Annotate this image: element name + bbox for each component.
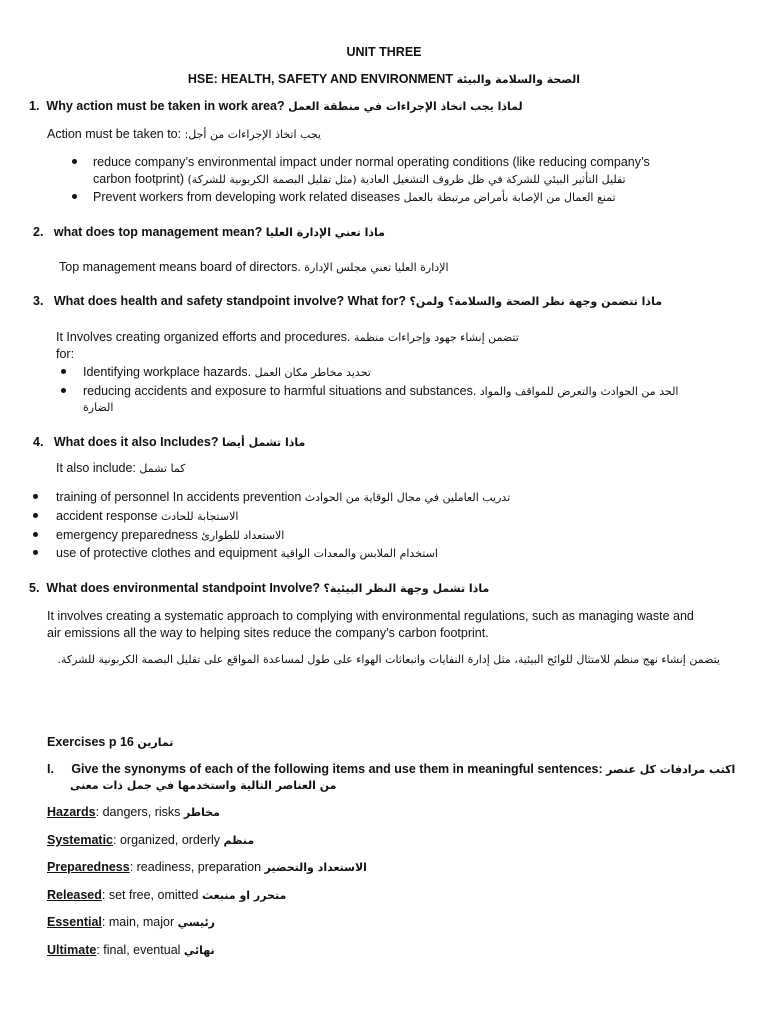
vocab-definition: main, major (108, 915, 175, 929)
exercise-i-number: I. (47, 762, 54, 776)
q4-bullet-2-en: accident response (56, 509, 158, 523)
vocab-arabic: رئيسي (177, 916, 215, 929)
subtitle-ar: الصحة والسلامة والبيئة (456, 73, 581, 86)
q4-bullet-4 (56, 545, 438, 562)
unit-title: UNIT THREE (346, 45, 422, 59)
q4-bullet-2-ar: الاستجابة للحادث (160, 510, 239, 523)
exercise-i-heading (47, 761, 735, 778)
q2-answer (59, 259, 449, 276)
q2-text-ar: ماذا تعني الإدارة العليا (265, 226, 385, 239)
vocab-item-hazards: Hazards: dangers, risks مخاطر (47, 805, 220, 819)
vocab-term: Hazards (47, 805, 96, 819)
q3-bullet-1 (83, 364, 371, 381)
q4-bullet-2 (56, 508, 238, 525)
vocab-arabic: منظم (223, 834, 255, 847)
vocab-arabic: نهائي (183, 944, 215, 957)
q2-answer-en: Top management means board of directors. (59, 260, 301, 274)
q5-heading (29, 580, 489, 597)
bullet-dot (33, 494, 38, 499)
q1-bullet-2-ar: تمنع العمال من الإصابة بأمراض مرتبطة بالعمل (403, 191, 616, 204)
q4-number: 4. (33, 435, 44, 449)
q3-for-label: for: (56, 347, 75, 361)
exercise-i-text: Give the synonyms of each of the following items and use them in meaningful sentences: (71, 762, 603, 776)
vocab-item-systematic: Systematic: organized, orderly منظم (47, 833, 255, 847)
vocab-term: Essential (47, 915, 102, 929)
subtitle-en: HSE: HEALTH, SAFETY AND ENVIRONMENT (187, 72, 453, 86)
q4-text: What does it also Includes? (53, 435, 219, 449)
bullet-dot (33, 550, 38, 555)
q1-intro-ar: يجب اتخاذ الإجراءات من أجل: (184, 128, 322, 141)
q3-answer-ar: تتضمن إنشاء جهود وإجراءات منظمة (353, 331, 519, 344)
q3-text: What does health and safety standpoint involve? What for? (53, 294, 406, 308)
q2-answer-ar: الإدارة العليا تعني مجلس الإدارة (304, 261, 449, 274)
q2-number: 2. (33, 225, 44, 239)
q4-bullet-4-ar: استخدام الملابس والمعدات الواقية (280, 547, 438, 560)
q1-intro-en: Action must be taken to: (47, 127, 182, 141)
q4-answer (56, 460, 185, 477)
vocab-arabic: الاستعداد والتحضير (264, 861, 367, 874)
exercises-heading-en: Exercises p 16 (47, 735, 134, 749)
q4-answer-en: It also include: (56, 461, 136, 475)
bullet-dot (33, 532, 38, 537)
q3-bullet-2-ar: الحد من الحوادث والتعرض للمواقف والمواد (479, 385, 679, 398)
q1-bullet-1-ar: تقليل التأثير البيئي للشركة في ظل ظروف التشغيل العادية (مثل تقليل البصمة الكربونية للشركة) (187, 173, 626, 186)
q3-number: 3. (33, 294, 44, 308)
q1-bullet-2 (93, 189, 616, 206)
bullet-dot (61, 388, 66, 393)
bullet-dot (72, 159, 77, 164)
q3-text-ar: ماذا تتضمن وجهة نظر الصحة والسلامة؟ ولمن؟ (409, 295, 663, 308)
exercise-i-text-ar-cont: من العناصر التالية واستخدمها في جمل ذات معنى (70, 779, 337, 792)
vocab-arabic: مخاطر (183, 806, 220, 819)
q3-bullet-1-ar: تحديد مخاطر مكان العمل (254, 366, 371, 379)
q1-text-ar: لماذا يجب اتخاذ الإجراءات في منطقة العمل (288, 100, 523, 113)
q1-heading (29, 98, 523, 115)
q5-text-ar: ماذا تشمل وجهة النظر البيئية؟ (323, 582, 490, 595)
vocab-arabic: متحرر او منبعث (201, 889, 287, 902)
unit-subtitle (0, 71, 768, 88)
exercises-heading (47, 734, 173, 751)
vocab-definition: final, eventual (103, 943, 181, 957)
q4-bullet-4-en: use of protective clothes and equipment (56, 546, 277, 560)
q1-intro (47, 126, 321, 143)
q1-bullet-1-line1: reduce company’s environmental impact under normal operating conditions (like reducing company’s (93, 155, 650, 169)
q3-bullet-1-en: Identifying workplace hazards. (83, 365, 252, 379)
q5-paragraph-line2: air emissions all the way to helping sites reduce the company’s carbon footprint. (47, 626, 489, 640)
q1-text: Why action must be taken in work area? (46, 99, 285, 113)
vocab-term: Ultimate (47, 943, 97, 957)
q2-heading (33, 224, 385, 241)
q3-bullet-2 (83, 383, 678, 400)
q4-bullet-3-ar: الاستعداد للطوارئ (201, 529, 285, 542)
vocab-definition: readiness, preparation (136, 860, 262, 874)
bullet-dot (61, 369, 66, 374)
q3-heading (33, 293, 662, 310)
q4-bullet-1-en: training of personnel In accidents prevention (56, 490, 302, 504)
vocab-definition: organized, orderly (119, 833, 221, 847)
q1-bullet-1-line2 (93, 171, 626, 188)
q1-number: 1. (29, 99, 40, 113)
vocab-item-released: Released: set free, omitted متحرر او منبعث (47, 888, 287, 902)
q5-number: 5. (29, 581, 40, 595)
q3-answer-en: It Involves creating organized efforts and procedures. (56, 330, 351, 344)
q5-paragraph-line1: It involves creating a systematic approach to complying with environmental regulations, such as managing waste and (47, 609, 694, 623)
q4-heading (33, 434, 305, 451)
bullet-dot (72, 194, 77, 199)
q1-bullet-2-en: Prevent workers from developing work related diseases (93, 190, 401, 204)
q5-paragraph-ar: يتضمن إنشاء نهج منظم للامتثال للوائح البيئية، مثل إدارة النفايات وانبعاثات الهواء على طول لمساعدة المواقع على تقليل البصمة الكربونية للشركة. (57, 653, 720, 666)
vocab-definition: set free, omitted (108, 888, 199, 902)
vocab-term: Released (47, 888, 102, 902)
q4-bullet-1 (56, 489, 510, 506)
q3-bullet-2-en: reducing accidents and exposure to harmful situations and substances. (83, 384, 477, 398)
q2-text: what does top management mean? (53, 225, 263, 239)
q3-answer (56, 329, 519, 346)
bullet-dot (33, 513, 38, 518)
vocab-term: Systematic (47, 833, 114, 847)
q4-text-ar: ماذا تشمل أيضا (221, 436, 306, 449)
exercise-i-text-ar: اكتب مرادفات كل عنصر (606, 763, 736, 776)
q4-bullet-3 (56, 527, 284, 544)
q1-bullet-1-en: carbon footprint) (93, 172, 185, 186)
q5-text: What does environmental standpoint Involve? (46, 581, 321, 595)
q4-answer-ar: كما تشمل (139, 462, 186, 475)
vocab-term: Preparedness (47, 860, 130, 874)
q4-bullet-3-en: emergency preparedness (56, 528, 198, 542)
q3-bullet-2-ar-cont: الضارة (83, 401, 114, 414)
vocab-item-ultimate: Ultimate: final, eventual نهائي (47, 943, 215, 957)
q4-bullet-1-ar: تدريب العاملين في مجال الوقاية من الحوادث (304, 491, 511, 504)
vocab-item-essential: Essential: main, major رئيسي (47, 915, 215, 929)
vocab-item-preparedness: Preparedness: readiness, preparation الاستعداد والتحضير (47, 860, 367, 874)
vocab-definition: dangers, risks (102, 805, 181, 819)
exercises-heading-ar: تمارين (137, 736, 174, 749)
